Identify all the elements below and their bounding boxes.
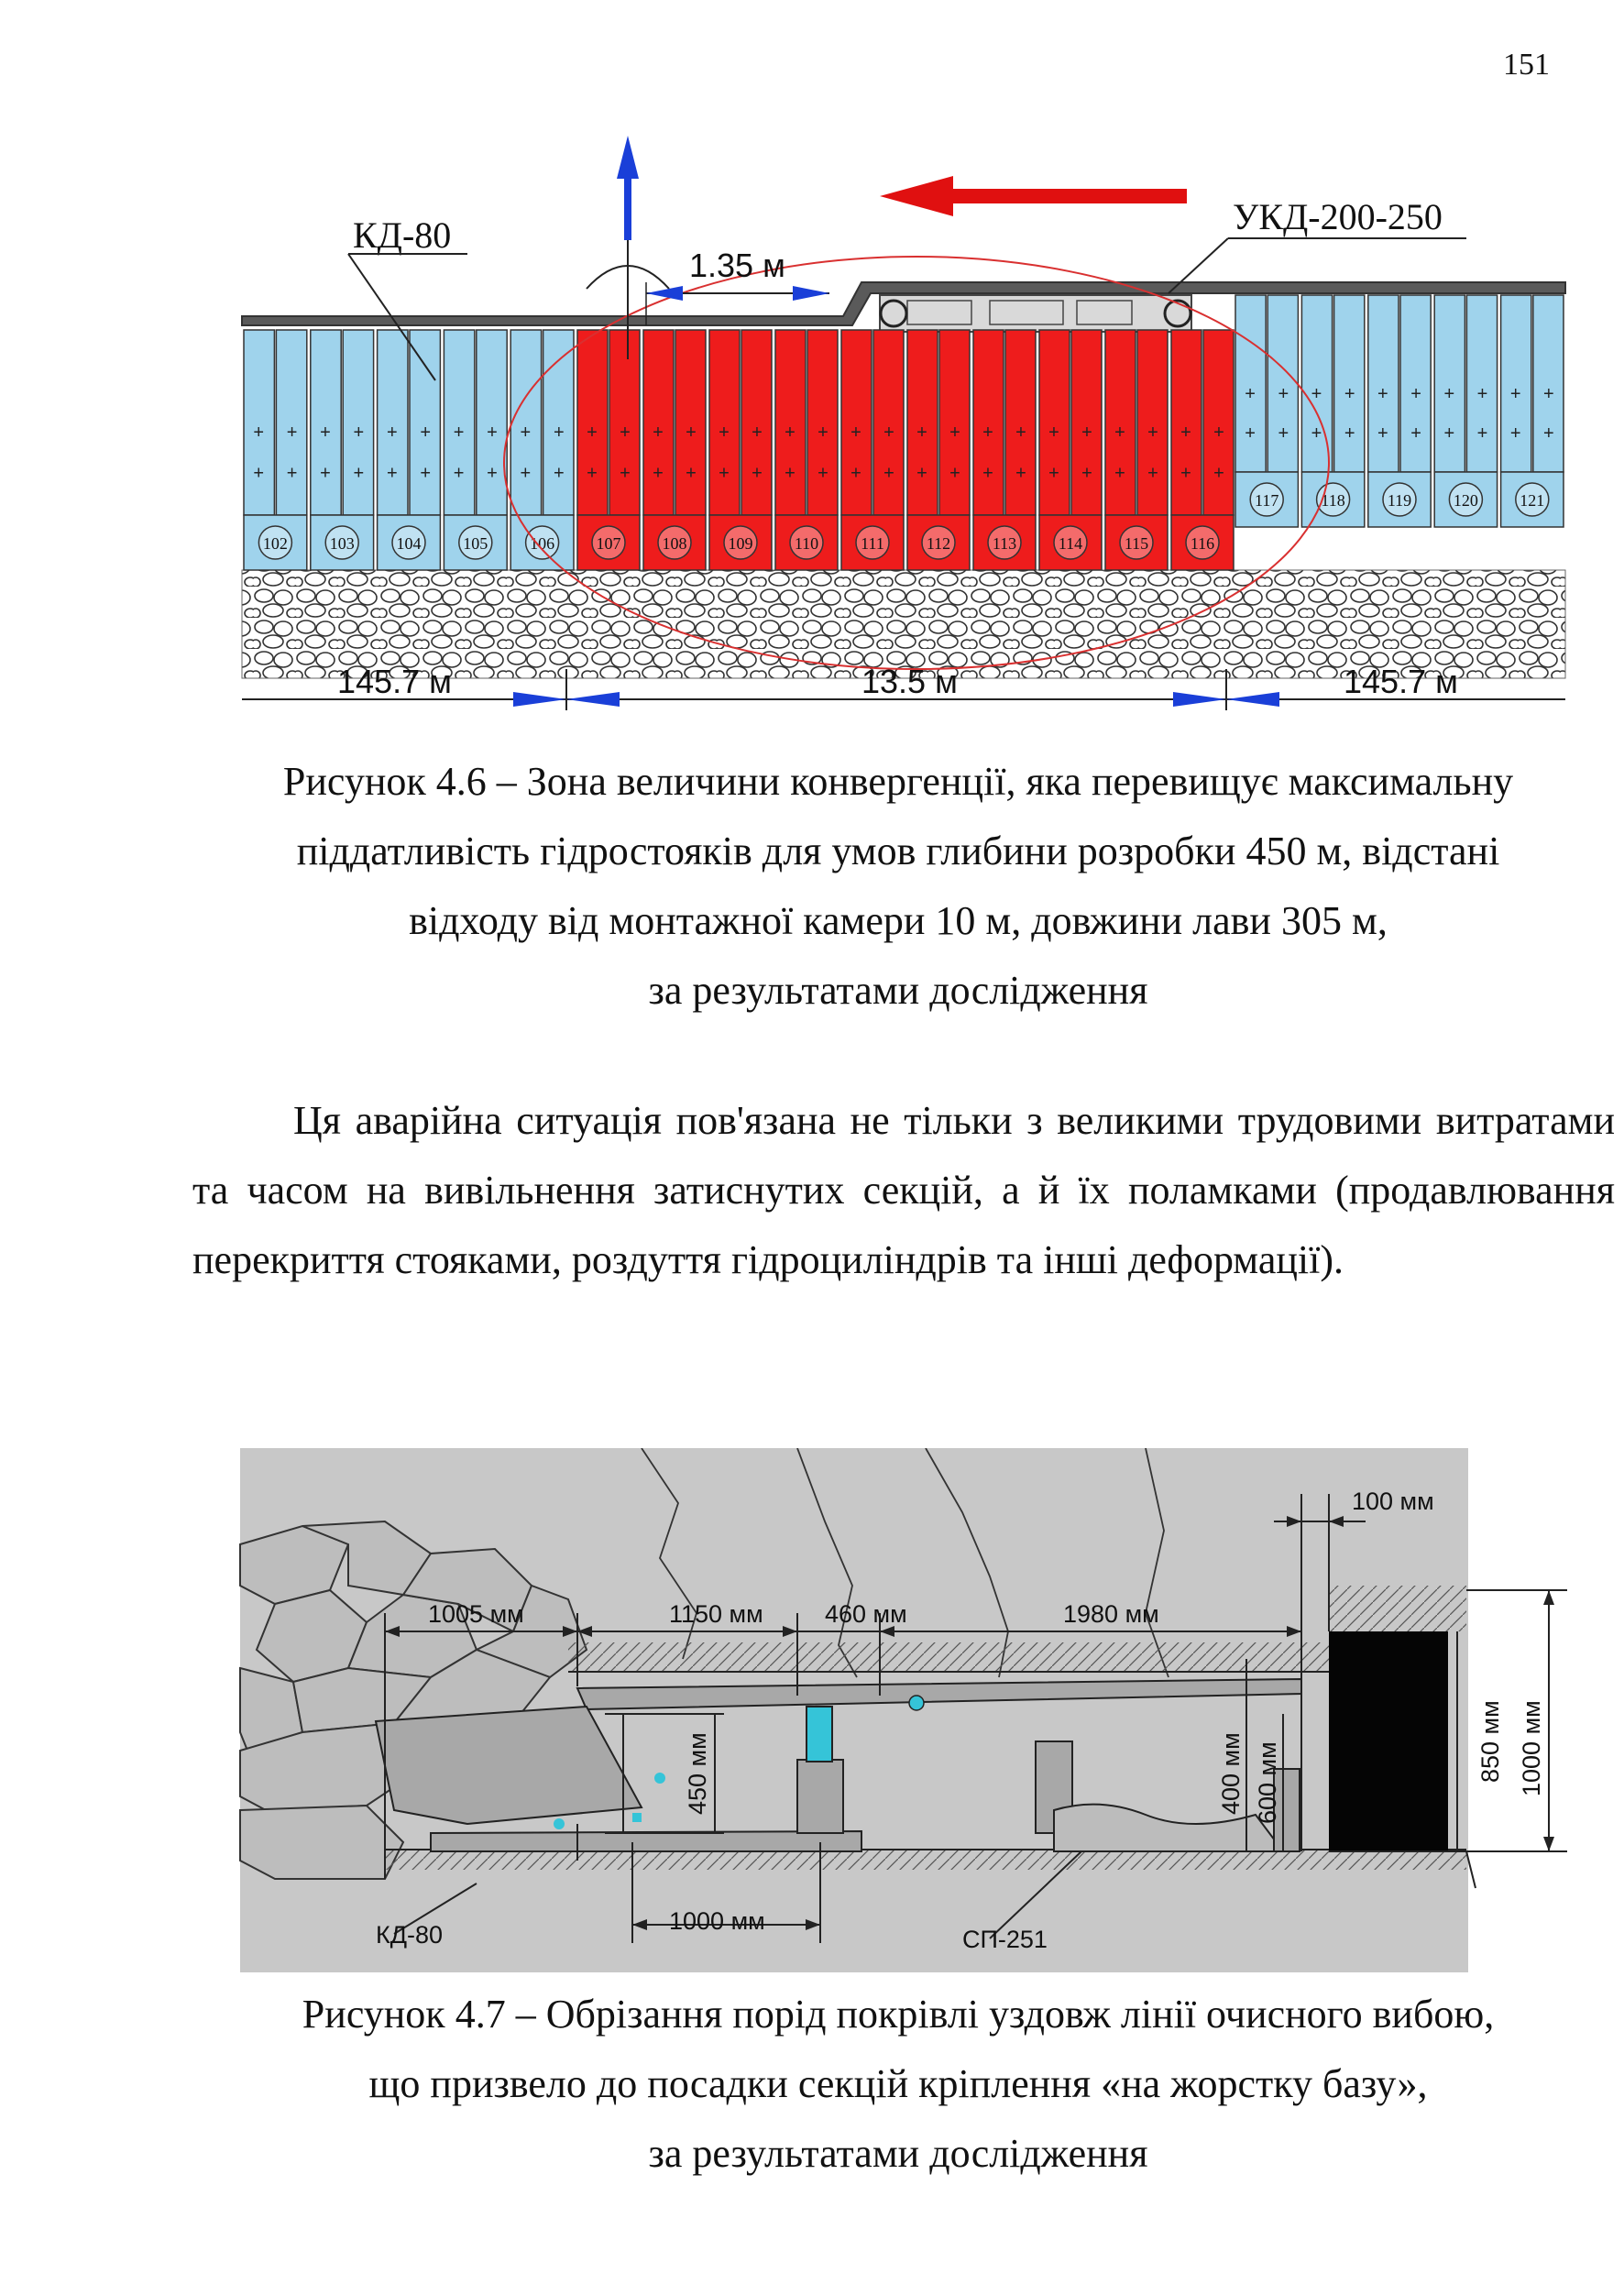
svg-text:+: + (520, 422, 532, 443)
svg-text:+: + (752, 422, 763, 443)
svg-text:+: + (785, 463, 796, 484)
dim-100: 100 мм (1352, 1488, 1434, 1515)
svg-text:+: + (1081, 422, 1092, 443)
svg-text:+: + (1344, 423, 1355, 444)
label-sp251: СП-251 (962, 1926, 1048, 1953)
svg-text:+: + (420, 422, 432, 443)
svg-text:+: + (286, 422, 298, 443)
dim-1150: 1150 мм (669, 1600, 763, 1628)
section-number: 107 (596, 534, 621, 553)
svg-text:+: + (916, 422, 927, 443)
figure-convergence-zone (0, 119, 1624, 752)
svg-text:+: + (1114, 463, 1125, 484)
svg-text:+: + (453, 422, 465, 443)
section-number: 111 (861, 534, 884, 553)
svg-text:+: + (1543, 383, 1554, 404)
dim-left-label: 145.7 м (337, 663, 452, 700)
ukd-machine (880, 295, 1191, 332)
dim-600: 600 мм (1254, 1741, 1281, 1824)
support-section (311, 330, 374, 570)
support-section (775, 330, 838, 570)
svg-text:+: + (620, 422, 631, 443)
section-number: 113 (992, 534, 1017, 553)
support-section (1301, 295, 1364, 527)
support-section (973, 330, 1036, 570)
svg-text:+: + (883, 463, 894, 484)
caption-line: за результатами дослідження (648, 968, 1148, 1013)
svg-text:+: + (653, 422, 664, 443)
sections-right (1235, 295, 1564, 527)
svg-text:+: + (1311, 423, 1322, 444)
section-number: 115 (1124, 534, 1149, 553)
section-number: 106 (530, 534, 555, 553)
support-section (1368, 295, 1431, 527)
section-number: 116 (1190, 534, 1215, 553)
dim-850: 850 мм (1476, 1700, 1504, 1783)
svg-text:+: + (1410, 423, 1421, 444)
svg-text:+: + (453, 463, 465, 484)
section-number: 112 (926, 534, 951, 553)
svg-text:+: + (817, 463, 828, 484)
support-section (841, 330, 904, 570)
svg-text:+: + (719, 422, 730, 443)
label-ukd: УКД-200-250 (1233, 196, 1443, 237)
svg-text:+: + (850, 422, 861, 443)
svg-text:+: + (620, 463, 631, 484)
section-number: 108 (662, 534, 687, 553)
support-section (378, 330, 441, 570)
svg-text:+: + (386, 463, 398, 484)
support-section (709, 330, 772, 570)
section-number: 118 (1321, 491, 1345, 510)
dim-1000-horizontal: 1000 мм (669, 1907, 765, 1935)
svg-text:+: + (752, 463, 763, 484)
svg-text:+: + (1081, 463, 1092, 484)
caption-line: за результатами дослідження (648, 2131, 1148, 2176)
svg-text:+: + (520, 463, 532, 484)
svg-text:+: + (1213, 422, 1224, 443)
sections-red (577, 330, 1234, 570)
svg-text:+: + (1048, 422, 1059, 443)
caption-line: що призвело до посадки секцій кріплення «на жорстку базу», (368, 2061, 1428, 2106)
support-section (643, 330, 706, 570)
coal-seam (1329, 1631, 1448, 1851)
svg-text:+: + (1213, 463, 1224, 484)
caption-line: Рисунок 4.6 – Зона величини конвергенції, яка перевищує максимальну (282, 759, 1514, 804)
label-kd80-bottom: КД-80 (376, 1921, 444, 1949)
support-section (1039, 330, 1102, 570)
svg-text:+: + (1509, 383, 1521, 404)
svg-text:+: + (883, 422, 894, 443)
advance-direction-arrow (880, 176, 1187, 216)
section-number: 110 (794, 534, 819, 553)
caption-line: відходу від монтажної камери 10 м, довжини лави 305 м, (409, 898, 1388, 943)
svg-text:+: + (1311, 383, 1322, 404)
svg-text:+: + (286, 463, 298, 484)
support-section (1434, 295, 1497, 527)
section-number: 105 (463, 534, 488, 553)
caption-figure-4-6 (183, 747, 1613, 1026)
svg-text:+: + (553, 463, 565, 484)
section-number: 109 (728, 534, 753, 553)
svg-text:+: + (553, 422, 565, 443)
svg-text:+: + (1344, 383, 1355, 404)
caption-figure-4-7 (183, 1980, 1613, 2189)
dim-1000-vertical: 1000 мм (1518, 1700, 1545, 1796)
svg-text:+: + (1245, 423, 1256, 444)
support-section (1171, 330, 1234, 570)
svg-text:+: + (353, 422, 365, 443)
svg-text:+: + (320, 463, 331, 484)
dim-right-label: 145.7 м (1344, 663, 1458, 700)
support-section (510, 330, 574, 570)
section-number: 120 (1453, 491, 1478, 510)
support-section (444, 330, 507, 570)
svg-text:+: + (785, 422, 796, 443)
section-number: 119 (1387, 491, 1412, 510)
figure-roof-cut (0, 1448, 1624, 1989)
svg-text:+: + (320, 422, 331, 443)
svg-text:+: + (686, 422, 697, 443)
roof-strata (568, 1642, 1329, 1672)
body-paragraph-container (192, 1086, 1615, 1295)
support-section (577, 330, 640, 570)
support-section (1501, 295, 1564, 527)
section-number: 102 (262, 534, 288, 553)
dim-450: 450 мм (684, 1732, 711, 1815)
svg-text:+: + (1443, 383, 1455, 404)
svg-text:+: + (1180, 463, 1191, 484)
svg-text:+: + (686, 463, 697, 484)
caption-line: піддатливість гідростояків для умов глибини розробки 450 м, відстані (296, 829, 1500, 873)
dim-top-label: 1.35 м (689, 247, 785, 284)
support-section (1105, 330, 1168, 570)
svg-text:+: + (1180, 422, 1191, 443)
svg-text:+: + (353, 463, 365, 484)
svg-text:+: + (1509, 423, 1521, 444)
svg-text:+: + (1443, 423, 1455, 444)
svg-text:+: + (982, 463, 993, 484)
svg-text:+: + (420, 463, 432, 484)
svg-text:+: + (1015, 422, 1026, 443)
svg-text:+: + (253, 463, 265, 484)
bottom-dimensions (242, 663, 1565, 710)
section-number: 103 (329, 534, 355, 553)
section-number: 114 (1058, 534, 1083, 553)
dim-460: 460 мм (825, 1600, 907, 1628)
body-paragraph: Ця аварійна ситуація пов'язана не тільки з великими трудовими витратами та часом на вивільнення затиснутих секцій, а й їх поламками (продавлювання перекриття стояками, роздуття гідроциліндрів та інші деформації). (192, 1098, 1615, 1282)
dim-top-1-35 (646, 247, 829, 325)
dim-400: 400 мм (1217, 1732, 1245, 1815)
svg-text:+: + (916, 463, 927, 484)
svg-text:+: + (1114, 422, 1125, 443)
svg-text:+: + (1410, 383, 1421, 404)
svg-text:+: + (1476, 383, 1488, 404)
svg-text:+: + (1245, 383, 1256, 404)
svg-text:+: + (817, 422, 828, 443)
svg-text:+: + (653, 463, 664, 484)
support-section (1235, 295, 1298, 527)
caption-line: Рисунок 4.7 – Обрізання порід покрівлі уздовж лінії очисного вибою, (302, 1992, 1495, 2037)
page-number: 151 (1503, 48, 1550, 82)
svg-text:+: + (1377, 383, 1388, 404)
dim-center-label: 13.5 м (861, 663, 958, 700)
svg-text:+: + (949, 422, 960, 443)
floor-strata (385, 1850, 1466, 1870)
svg-text:+: + (1015, 463, 1026, 484)
svg-text:+: + (1543, 423, 1554, 444)
svg-text:+: + (1278, 383, 1289, 404)
section-number: 121 (1520, 491, 1545, 510)
svg-text:+: + (719, 463, 730, 484)
section-number: 104 (396, 534, 422, 553)
svg-text:+: + (982, 422, 993, 443)
svg-text:+: + (487, 463, 498, 484)
label-kd80: КД-80 (353, 214, 452, 256)
svg-text:+: + (587, 422, 598, 443)
support-section (907, 330, 970, 570)
svg-text:+: + (1476, 423, 1488, 444)
section-number: 117 (1255, 491, 1279, 510)
svg-text:+: + (1377, 423, 1388, 444)
sections-left (244, 330, 574, 570)
svg-text:+: + (487, 422, 498, 443)
svg-text:+: + (1147, 463, 1158, 484)
svg-text:+: + (253, 422, 265, 443)
svg-text:+: + (587, 463, 598, 484)
svg-text:+: + (1147, 422, 1158, 443)
svg-text:+: + (850, 463, 861, 484)
svg-text:+: + (949, 463, 960, 484)
svg-text:+: + (386, 422, 398, 443)
svg-text:+: + (1048, 463, 1059, 484)
dim-1980: 1980 мм (1063, 1600, 1159, 1628)
dim-1005: 1005 мм (428, 1600, 524, 1628)
support-section (244, 330, 307, 570)
svg-text:+: + (1278, 423, 1289, 444)
